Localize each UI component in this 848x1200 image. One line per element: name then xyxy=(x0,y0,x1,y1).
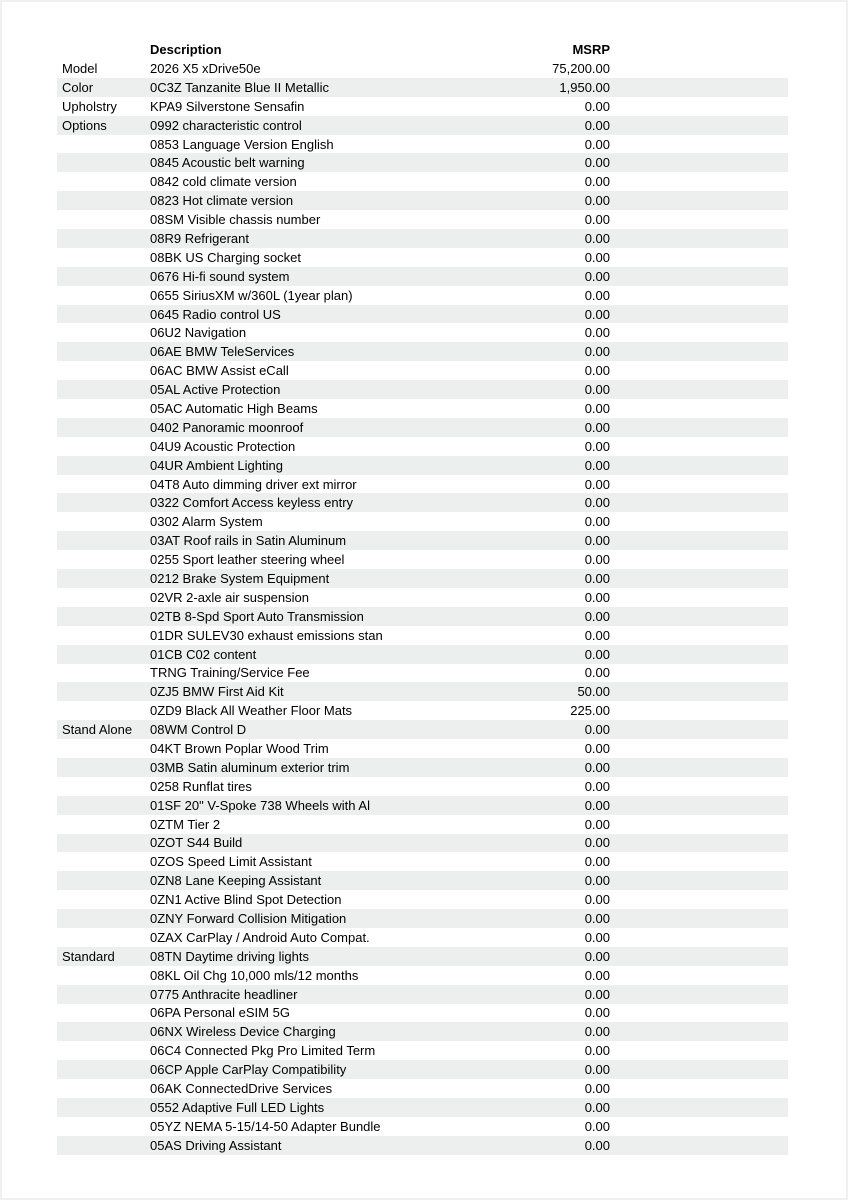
row-msrp: 0.00 xyxy=(584,778,610,794)
table-row xyxy=(57,815,788,834)
table-row xyxy=(57,1004,788,1023)
row-msrp: 0.00 xyxy=(584,495,610,511)
row-msrp: 0.00 xyxy=(584,438,610,454)
row-msrp: 75,200.00 xyxy=(552,60,610,76)
row-category: Color xyxy=(62,79,94,95)
row-description: KPA9 Silverstone Sensafin xyxy=(150,98,305,114)
table-row xyxy=(57,210,788,229)
row-description: 0ZOT S44 Build xyxy=(150,835,243,851)
row-msrp: 0.00 xyxy=(584,1062,610,1078)
row-msrp: 0.00 xyxy=(584,1137,610,1153)
row-description: 0ZTM Tier 2 xyxy=(150,816,221,832)
row-msrp: 0.00 xyxy=(584,892,610,908)
row-msrp: 0.00 xyxy=(584,212,610,228)
row-description: 03MB Satin aluminum exterior trim xyxy=(150,759,350,775)
row-description: 04KT Brown Poplar Wood Trim xyxy=(150,741,329,756)
row-description: 0992 characteristic control xyxy=(150,117,302,133)
table-row xyxy=(57,305,788,324)
row-msrp: 0.00 xyxy=(584,117,610,133)
table-row xyxy=(57,286,788,305)
row-msrp: 0.00 xyxy=(584,1043,610,1059)
row-msrp: 0.00 xyxy=(584,986,610,1002)
row-description: 06AE BMW TeleServices xyxy=(150,344,295,360)
row-msrp: 0.00 xyxy=(584,174,610,190)
table-row xyxy=(57,399,788,418)
row-msrp: 50.00 xyxy=(577,684,610,700)
row-msrp: 0.00 xyxy=(584,533,610,549)
row-msrp: 0.00 xyxy=(584,929,610,945)
row-description: 0212 Brake System Equipment xyxy=(150,570,330,586)
row-msrp: 0.00 xyxy=(584,155,610,171)
row-description: 0ZOS Speed Limit Assistant xyxy=(150,854,312,870)
row-description: 05AC Automatic High Beams xyxy=(150,400,318,416)
table-row xyxy=(57,380,788,399)
row-description: 08R9 Refrigerant xyxy=(150,230,249,246)
table-header-row xyxy=(57,40,788,59)
table-row xyxy=(57,928,788,947)
row-description: 06PA Personal eSIM 5G xyxy=(150,1005,290,1021)
table-row xyxy=(57,1079,788,1098)
table-row xyxy=(57,191,788,210)
row-description: 02VR 2-axle air suspension xyxy=(150,589,309,605)
row-msrp: 0.00 xyxy=(584,816,610,832)
table-row xyxy=(57,645,788,664)
table-row xyxy=(57,512,788,531)
table-row xyxy=(57,323,788,342)
table-row xyxy=(57,871,788,890)
row-description: 02TB 8-Spd Sport Auto Transmission xyxy=(150,608,364,624)
table-row xyxy=(57,626,788,645)
row-description: 0552 Adaptive Full LED Lights xyxy=(150,1099,325,1115)
row-msrp: 0.00 xyxy=(584,419,610,435)
row-description: 05YZ NEMA 5-15/14-50 Adapter Bundle xyxy=(150,1118,381,1134)
row-msrp: 0.00 xyxy=(584,911,610,927)
table-row xyxy=(57,569,788,588)
table-row xyxy=(57,456,788,475)
table-row xyxy=(57,1117,788,1136)
row-description: 0842 cold climate version xyxy=(150,174,297,190)
table-row xyxy=(57,267,788,286)
table-row xyxy=(57,78,788,97)
row-category: Upholstry xyxy=(62,98,117,114)
row-description: 0823 Hot climate version xyxy=(150,193,294,209)
table-row xyxy=(57,588,788,607)
row-msrp: 0.00 xyxy=(584,363,610,379)
table-row xyxy=(57,437,788,456)
table-row xyxy=(57,135,788,154)
row-msrp: 0.00 xyxy=(584,741,610,756)
table-row xyxy=(57,1136,788,1155)
table-row xyxy=(57,172,788,191)
table-row xyxy=(57,758,788,777)
row-msrp: 0.00 xyxy=(584,608,610,624)
row-msrp: 0.00 xyxy=(584,967,610,983)
row-description: 06CP Apple CarPlay Compatibility xyxy=(150,1062,347,1078)
row-description: 01SF 20" V-Spoke 738 Wheels with Al xyxy=(150,797,370,813)
table-row xyxy=(57,418,788,437)
msrp-column-header: MSRP xyxy=(572,42,610,57)
table-row xyxy=(57,947,788,966)
row-msrp: 0.00 xyxy=(584,230,610,246)
row-description: 0C3Z Tanzanite Blue II Metallic xyxy=(150,79,329,95)
row-msrp: 0.00 xyxy=(584,1099,610,1115)
row-description: 0ZJ5 BMW First Aid Kit xyxy=(150,684,284,700)
table-row xyxy=(57,1022,788,1041)
row-description: 2026 X5 xDrive50e xyxy=(150,60,261,76)
table-row xyxy=(57,796,788,815)
row-description: 08SM Visible chassis number xyxy=(150,212,321,228)
table-row xyxy=(57,664,788,683)
table-row xyxy=(57,116,788,135)
row-msrp: 0.00 xyxy=(584,306,610,322)
row-description: 06NX Wireless Device Charging xyxy=(150,1024,336,1040)
row-description: 04UR Ambient Lighting xyxy=(150,457,283,473)
row-description: TRNG Training/Service Fee xyxy=(150,665,310,681)
table-row xyxy=(57,248,788,267)
table-row xyxy=(57,550,788,569)
row-description: 06AC BMW Assist eCall xyxy=(150,363,289,379)
table-row xyxy=(57,493,788,512)
table-row xyxy=(57,1060,788,1079)
row-description: 0ZNY Forward Collision Mitigation xyxy=(150,911,347,927)
row-description: 0775 Anthracite headliner xyxy=(150,986,298,1002)
table-row xyxy=(57,720,788,739)
table-row xyxy=(57,909,788,928)
row-msrp: 0.00 xyxy=(584,570,610,586)
table-row xyxy=(57,361,788,380)
row-msrp: 0.00 xyxy=(584,476,610,492)
row-msrp: 0.00 xyxy=(584,136,610,152)
row-description: 0402 Panoramic moonroof xyxy=(150,419,304,435)
row-msrp: 0.00 xyxy=(584,98,610,114)
table-rows xyxy=(57,59,788,1155)
row-msrp: 0.00 xyxy=(584,948,610,964)
row-description: 08BK US Charging socket xyxy=(150,249,302,265)
row-description: 0853 Language Version English xyxy=(150,136,334,152)
row-description: 08WM Control D xyxy=(150,722,247,738)
row-msrp: 0.00 xyxy=(584,835,610,851)
row-description: 06AK ConnectedDrive Services xyxy=(150,1081,333,1097)
row-description: 08KL Oil Chg 10,000 mls/12 months xyxy=(150,967,359,983)
row-msrp: 0.00 xyxy=(584,193,610,209)
row-description: 04T8 Auto dimming driver ext mirror xyxy=(150,476,357,492)
table-row xyxy=(57,1098,788,1117)
table-row xyxy=(57,966,788,985)
table-row xyxy=(57,701,788,720)
table-row xyxy=(57,852,788,871)
row-description: 0645 Radio control US xyxy=(150,306,281,322)
row-description: 04U9 Acoustic Protection xyxy=(150,438,296,454)
row-description: 0ZN8 Lane Keeping Assistant xyxy=(150,873,322,889)
row-msrp: 0.00 xyxy=(584,646,610,662)
row-msrp: 0.00 xyxy=(584,589,610,605)
pricing-table xyxy=(57,40,788,1155)
description-column-header: Description xyxy=(150,42,222,57)
table-row xyxy=(57,97,788,116)
row-description: 05AL Active Protection xyxy=(150,382,281,398)
row-msrp: 0.00 xyxy=(584,457,610,473)
row-description: 01DR SULEV30 exhaust emissions stan xyxy=(150,627,383,643)
row-description: 0ZAX CarPlay / Android Auto Compat. xyxy=(150,929,370,945)
row-msrp: 0.00 xyxy=(584,514,610,530)
table-row xyxy=(57,1041,788,1060)
table-row xyxy=(57,531,788,550)
row-msrp: 0.00 xyxy=(584,1005,610,1021)
row-description: 08TN Daytime driving lights xyxy=(150,948,309,964)
row-msrp: 0.00 xyxy=(584,797,610,813)
row-msrp: 0.00 xyxy=(584,382,610,398)
row-msrp: 0.00 xyxy=(584,249,610,265)
table-row xyxy=(57,607,788,626)
row-msrp: 1,950.00 xyxy=(559,79,610,95)
row-category: Model xyxy=(62,60,98,76)
table-row xyxy=(57,739,788,758)
row-description: 0302 Alarm System xyxy=(150,514,263,530)
row-msrp: 0.00 xyxy=(584,854,610,870)
table-row xyxy=(57,153,788,172)
row-description: 06U2 Navigation xyxy=(150,325,247,341)
table-row xyxy=(57,682,788,701)
row-msrp: 0.00 xyxy=(584,627,610,643)
table-row xyxy=(57,475,788,494)
row-description: 03AT Roof rails in Satin Aluminum xyxy=(150,533,347,549)
row-description: 0845 Acoustic belt warning xyxy=(150,155,305,171)
table-row xyxy=(57,59,788,78)
row-description: 0ZD9 Black All Weather Floor Mats xyxy=(150,703,353,719)
table-row xyxy=(57,229,788,248)
row-description: 0258 Runflat tires xyxy=(150,778,252,794)
table-row xyxy=(57,985,788,1004)
row-msrp: 0.00 xyxy=(584,268,610,284)
row-description: 0676 Hi-fi sound system xyxy=(150,268,290,284)
table-row xyxy=(57,834,788,853)
row-msrp: 0.00 xyxy=(584,1024,610,1040)
row-description: 0655 SiriusXM w/360L (1year plan) xyxy=(150,287,353,303)
row-msrp: 0.00 xyxy=(584,873,610,889)
row-category: Stand Alone xyxy=(62,722,133,738)
row-category: Options xyxy=(62,117,107,133)
row-description: 0255 Sport leather steering wheel xyxy=(150,552,345,568)
row-description: 06C4 Connected Pkg Pro Limited Term xyxy=(150,1043,376,1059)
row-description: 05AS Driving Assistant xyxy=(150,1137,282,1153)
row-msrp: 0.00 xyxy=(584,1081,610,1097)
row-description: 01CB C02 content xyxy=(150,646,257,662)
row-description: 0ZN1 Active Blind Spot Detection xyxy=(150,892,342,908)
table-row xyxy=(57,777,788,796)
row-msrp: 0.00 xyxy=(584,344,610,360)
row-description: 0322 Comfort Access keyless entry xyxy=(150,495,354,511)
row-msrp: 0.00 xyxy=(584,722,610,738)
table-row xyxy=(57,342,788,361)
row-msrp: 0.00 xyxy=(584,665,610,681)
row-category: Standard xyxy=(62,948,115,964)
row-msrp: 0.00 xyxy=(584,287,610,303)
row-msrp: 0.00 xyxy=(584,1118,610,1134)
row-msrp: 0.00 xyxy=(584,759,610,775)
table-row xyxy=(57,890,788,909)
row-msrp: 0.00 xyxy=(584,400,610,416)
row-msrp: 225.00 xyxy=(570,703,610,719)
row-msrp: 0.00 xyxy=(584,325,610,341)
row-msrp: 0.00 xyxy=(584,552,610,568)
